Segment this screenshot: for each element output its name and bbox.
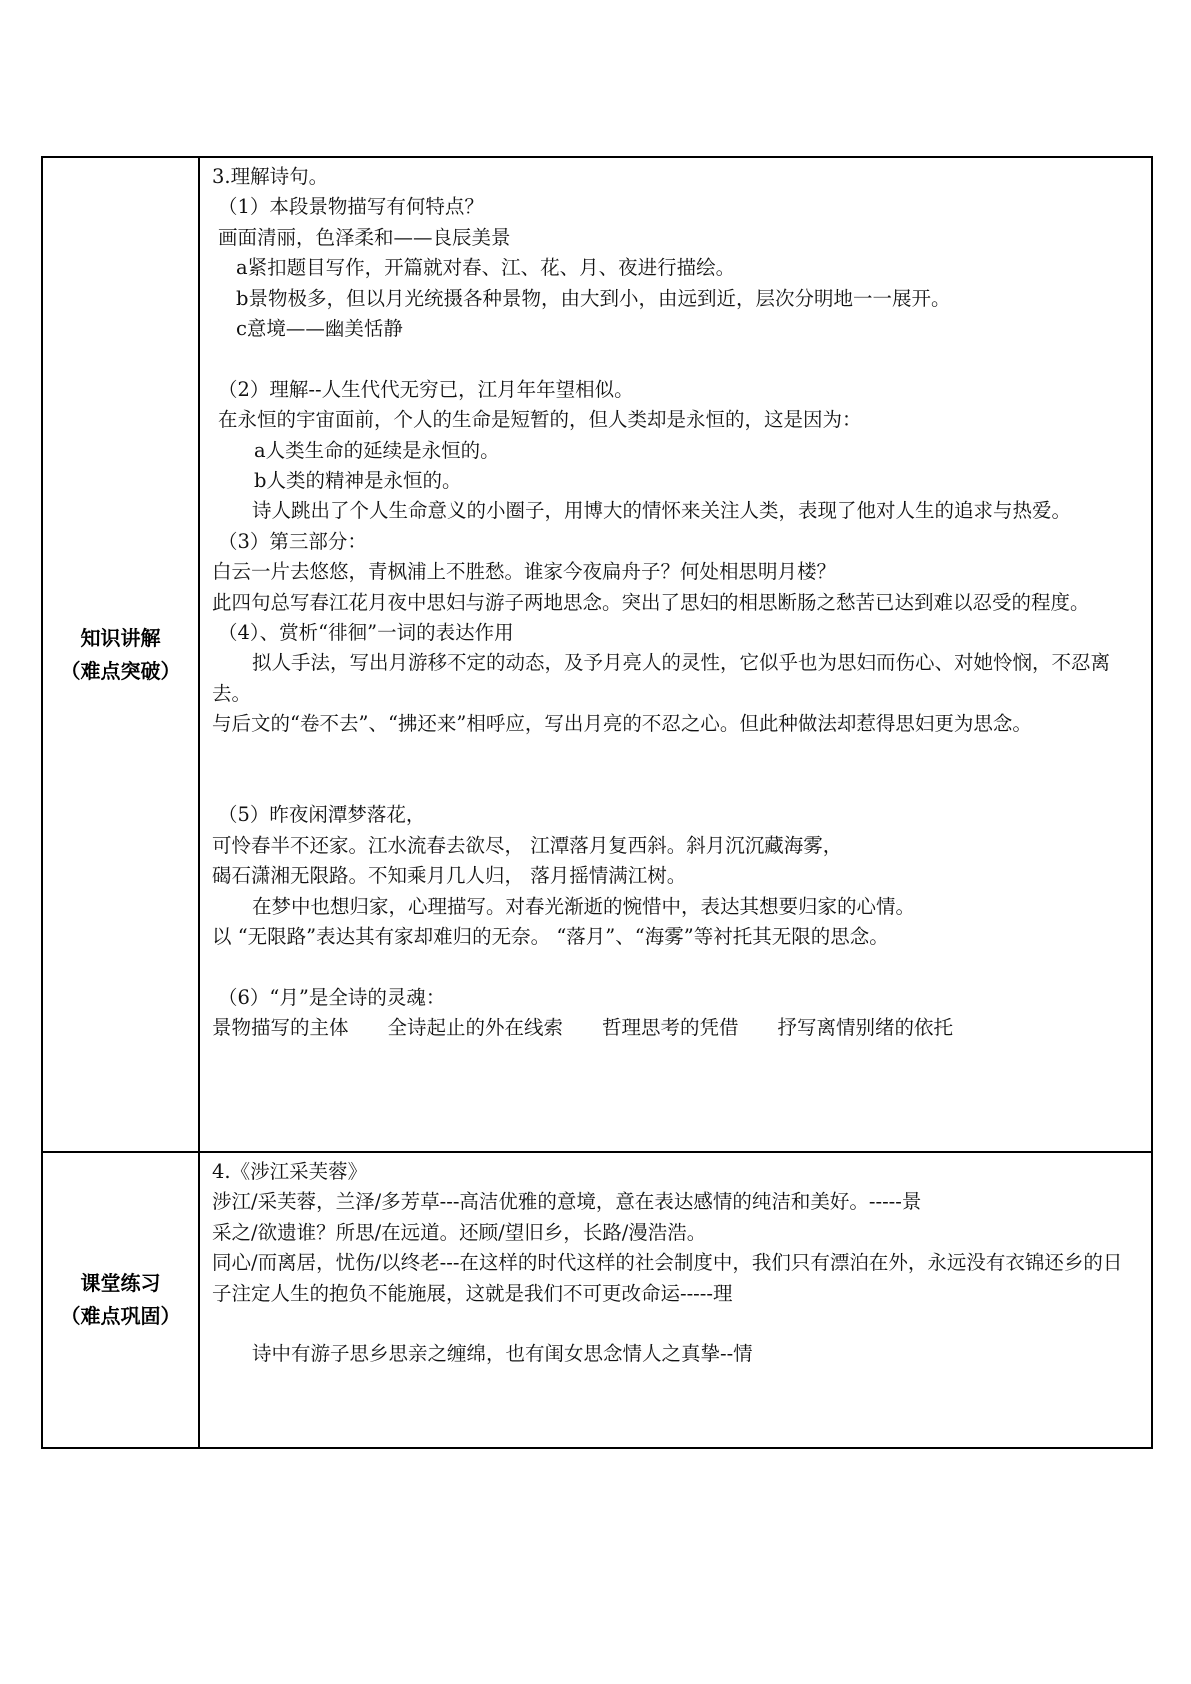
practice-label-cell xyxy=(42,1152,199,1448)
paragraph: 拟人手法，写出月游移不定的动态，及予月亮人的灵性，它似乎也为思妇而伤心、对她怜悯，不忍离去。 xyxy=(212,651,1111,705)
paragraph: 诗中有游子思乡思亲之缠绵，也有闺女思念情人之真挚--情 xyxy=(252,1342,753,1366)
body-text: 景物描写的主体 全诗起止的外在线索 哲理思考的凭借 抒写离情别绪的依托 xyxy=(212,1016,954,1040)
spacer xyxy=(212,1309,1141,1339)
paragraph: 诗人跳出了个人生命意义的小圈子，用博大的情怀来关注人类，表现了他对人生的追求与热爱。 xyxy=(252,499,1072,523)
list-item: b人类的精神是永恒的。 xyxy=(254,469,462,493)
spacer xyxy=(212,344,1141,374)
list-item: a人类生命的延续是永恒的。 xyxy=(254,438,500,462)
label-line: 课堂练习 xyxy=(80,1271,161,1295)
question-4: （4）、赏析“徘徊”一词的表达作用 xyxy=(218,621,514,645)
label-line: （难点巩固） xyxy=(60,1304,181,1328)
poem-line: 白云一片去悠悠，青枫浦上不胜愁。谁家今夜扁舟子？何处相思明月楼？ xyxy=(212,560,837,584)
label-line: 知识讲解 xyxy=(80,625,161,650)
spacer xyxy=(212,770,1141,800)
section-heading: 4.《涉江采芙蓉》 xyxy=(212,1160,368,1183)
poem-line: 可怜春半不还家。江水流春去欲尽， 江潭落月复西斜。斜月沉沉藏海雾， xyxy=(212,833,843,857)
spacer xyxy=(212,953,1141,983)
poem-analysis: 涉江/采芙蓉，兰泽/多芳草---高洁优雅的意境，意在表达感情的纯洁和美好。-----景 xyxy=(212,1190,922,1214)
knowledge-content-cell xyxy=(199,157,1152,1152)
lesson-table xyxy=(41,156,1153,1449)
body-text: 此四句总写春江花月夜中思妇与游子两地思念。突出了思妇的相思断肠之愁苦已达到难以忍受的程度。 xyxy=(212,590,1090,614)
list-item: a紧扣题目写作，开篇就对春、江、花、月、夜进行描绘。 xyxy=(236,256,736,280)
list-item: b景物极多，但以月光统摄各种景物，由大到小，由远到近，层次分明地一一展开。 xyxy=(236,286,951,310)
poem-analysis: 采之/欲遗谁？所思/在远道。还顾/望旧乡，长路/漫浩浩。 xyxy=(212,1220,707,1244)
poem-analysis: 同心/而离居，忧伤/以终老---在这样的时代这样的社会制度中，我们只有漂泊在外，永远没有衣锦还乡的日子注定人生的抱负不能施展，这就是我们不可更改命运-----理 xyxy=(212,1251,1123,1305)
body-text: 与后文的“卷不去”、“拂还来”相呼应，写出月亮的不忍之心。但此种做法却惹得思妇更为思念。 xyxy=(212,712,1032,736)
knowledge-label-cell xyxy=(42,157,199,1152)
body-text: 在永恒的宇宙面前，个人的生命是短暂的，但人类却是永恒的，这是因为： xyxy=(218,408,862,432)
label-line: （难点突破） xyxy=(60,658,181,683)
question-5: （5）昨夜闲潭梦落花， xyxy=(218,803,426,827)
list-item: c意境——幽美恬静 xyxy=(236,317,403,341)
body-text: 以 “无限路”表达其有家却难归的无奈。 “落月”、“海雾”等衬托其无限的思念。 xyxy=(212,925,889,949)
section-heading: 3.理解诗句。 xyxy=(212,165,329,188)
knowledge-row xyxy=(42,157,1152,1152)
practice-content-cell xyxy=(199,1152,1152,1448)
section-label-practice xyxy=(43,1267,198,1333)
question-6: （6）“月”是全诗的灵魂： xyxy=(218,985,446,1009)
question-3: （3）第三部分： xyxy=(218,529,367,553)
practice-row xyxy=(42,1152,1152,1448)
section-label-knowledge xyxy=(43,622,198,688)
poem-line: 碣石潇湘无限路。不知乘月几人归， 落月摇情满江树。 xyxy=(212,864,687,888)
practice-content xyxy=(200,1153,1151,1376)
question-2: （2）理解--人生代代无穷已，江月年年望相似。 xyxy=(218,377,634,401)
paragraph: 在梦中也想归家，心理描写。对春光渐逝的惋惜中，表达其想要归家的心情。 xyxy=(252,894,916,918)
question-1: （1）本段景物描写有何特点？ xyxy=(218,195,484,219)
spacer xyxy=(212,740,1141,770)
knowledge-content xyxy=(200,158,1151,1050)
answer-text: 画面清丽，色泽柔和——良辰美景 xyxy=(218,225,511,249)
